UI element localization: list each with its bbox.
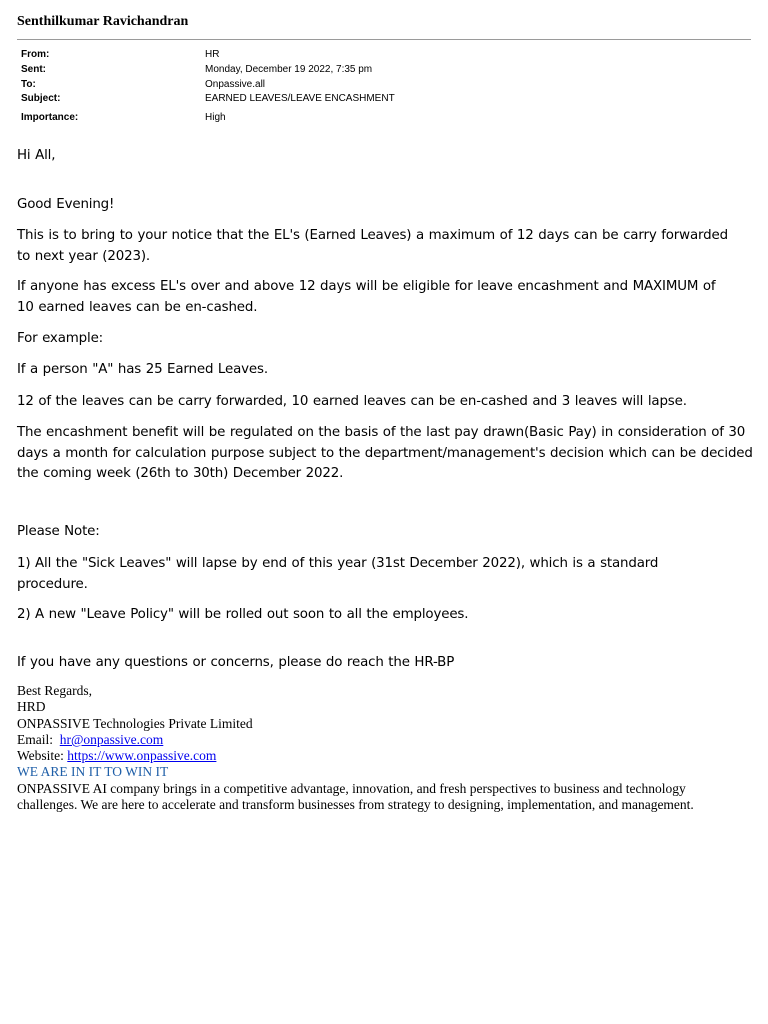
signature-dept: HRD (17, 699, 46, 715)
header-sent-row (21, 64, 741, 78)
note-sick-leaves: 1) All the "Sick Leaves" will lapse by end of this year (31st December 2022), which is a standard procedure. (17, 556, 659, 592)
header-from-row (21, 49, 741, 63)
email-label: Email: (17, 731, 53, 747)
paragraph-calculation-example: 12 of the leaves can be carry forwarded, 10 earned leaves can be en-cashed and 3 leaves will lapse. (17, 394, 687, 409)
to-label: To: (21, 79, 36, 90)
company-slogan: WE ARE IN IT TO WIN IT (17, 764, 169, 780)
header-divider (17, 39, 751, 40)
paragraph-el-carry-forward: This is to bring to your notice that the EL's (Earned Leaves) a maximum of 12 days can be carry forwarded to next year (2023). (17, 228, 728, 264)
sent-label: Sent: (21, 64, 46, 75)
from-value: HR (205, 49, 220, 60)
website-link[interactable]: https://www.onpassive.com (67, 748, 217, 764)
please-note: Please Note: (17, 524, 100, 539)
header-to-row (21, 79, 741, 93)
header-importance-row (21, 112, 741, 126)
signature-website-line (17, 748, 747, 764)
email-link[interactable]: hr@onpassive.com (59, 731, 164, 747)
signature-email-line (17, 732, 747, 748)
subject-value: EARNED LEAVES/LEAVE ENCASHMENT (205, 93, 395, 104)
paragraph-for-example: For example: (17, 331, 104, 346)
to-value: Onpassive.all (205, 79, 266, 90)
importance-value: High (205, 112, 226, 123)
note-leave-policy: 2) A new "Leave Policy" will be rolled out soon to all the employees. (17, 607, 469, 622)
sender-name: Senthilkumar Ravichandran (17, 14, 189, 29)
signature (17, 683, 747, 813)
paragraph-encashment-benefit: The encashment benefit will be regulated on the basis of the last pay drawn(Basic Pay) in consideration of 30 days a month for calculation purpose subject to the department/management's decision which can be decided the coming week (26th to 30th) December 2022. (17, 425, 753, 481)
questions-contact: If you have any questions or concerns, please do reach the HR-BP (17, 655, 455, 670)
from-label: From: (21, 49, 50, 60)
subject-label: Subject: (21, 93, 61, 104)
paragraph-person-a: If a person "A" has 25 Earned Leaves. (17, 362, 268, 377)
importance-label: Importance: (21, 112, 79, 123)
company-about: ONPASSIVE AI company brings in a competitive advantage, innovation, and fresh perspectives to business and technology challenges. We are here to accelerate and transform businesses from strategy to designing, implementation, and management. (17, 780, 694, 813)
signature-company: ONPASSIVE Technologies Private Limited (17, 715, 253, 731)
sent-value: Monday, December 19 2022, 7:35 pm (205, 64, 373, 75)
greeting: Hi All, (17, 148, 56, 163)
header-subject-row (21, 93, 741, 107)
website-label: Website: (17, 748, 64, 764)
signature-regards: Best Regards, (17, 683, 92, 698)
good-evening: Good Evening! (17, 197, 115, 212)
paragraph-encashment-eligibility: If anyone has excess EL's over and above 12 days will be eligible for leave encashment and MAXIMUM of 10 earned leaves can be en-cashed. (17, 279, 716, 315)
